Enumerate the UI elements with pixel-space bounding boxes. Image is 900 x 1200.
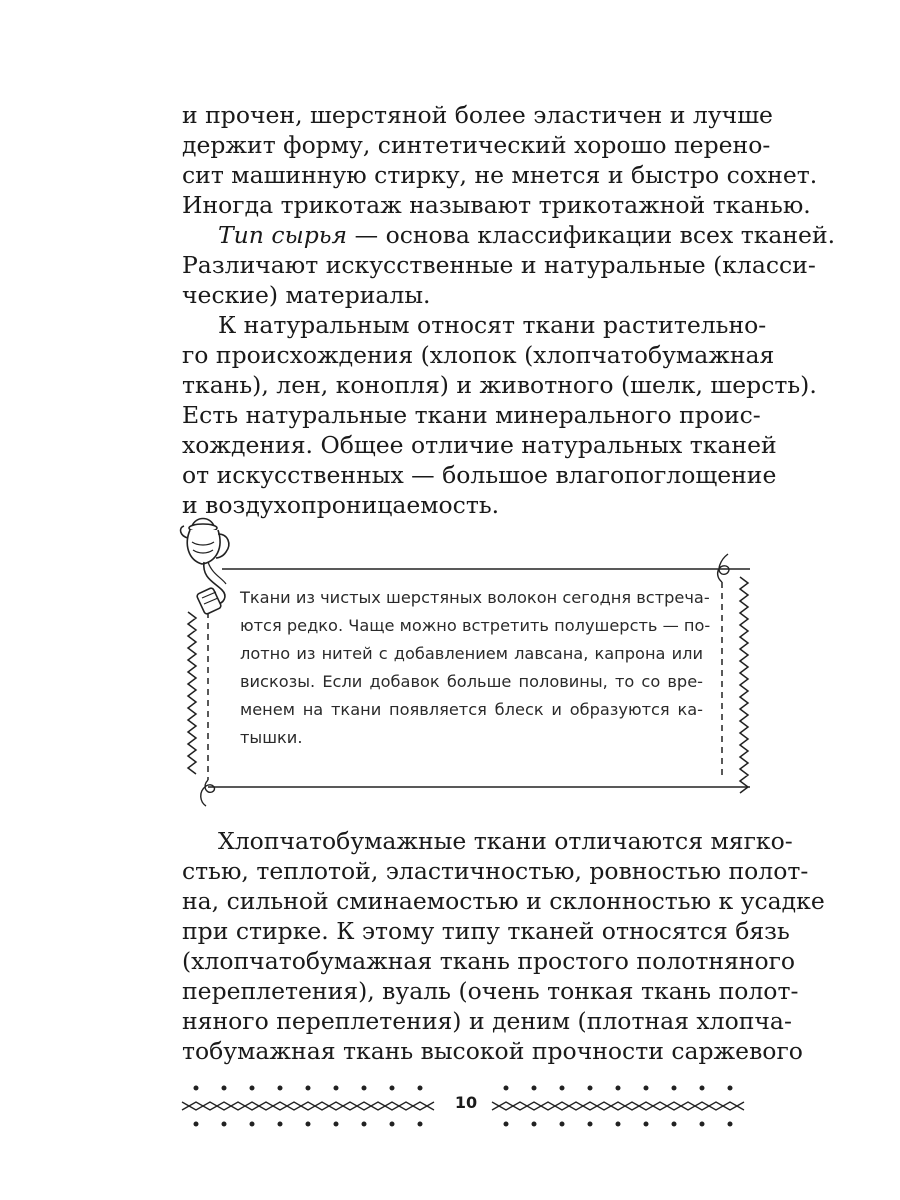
- note-line: вискозы. Если добавок больше половины, то со вре-: [240, 672, 703, 691]
- note-line: Ткани из чистых шерстяных волокон сегодня встреча-: [240, 588, 710, 607]
- text-line: хождения. Общее отличие натуральных тканей: [182, 431, 777, 459]
- knot-ornament-icon: [180, 1080, 442, 1130]
- text-line: и воздухопроницаемость.: [182, 491, 500, 519]
- emphasis-term: Тип сырья: [218, 221, 348, 249]
- note-line: лотно из нитей с добавлением лавсана, капрона или: [240, 644, 703, 663]
- text-line: стью, теплотой, эластичностью, ровностью полот-: [182, 857, 809, 885]
- text-line: на, сильной сминаемостью и склонностью к усадке: [182, 887, 825, 915]
- text-line: Хлопчатобумажные ткани отличаются мягко-: [218, 827, 793, 855]
- text-span: — основа классификации всех тканей.: [347, 221, 836, 249]
- page-number: 10: [454, 1093, 478, 1112]
- text-line: [218, 220, 836, 250]
- text-line: го происхождения (хлопок (хлопчатобумажная: [182, 341, 775, 369]
- text-line: Есть натуральные ткани минерального проис-: [182, 401, 761, 429]
- knot-ornament-icon: [490, 1080, 752, 1130]
- teapot-icon: [178, 512, 248, 622]
- text-line: Различают искусственные и натуральные (класси-: [182, 251, 816, 279]
- text-line: Иногда трикотаж называют трикотажной тканью.: [182, 191, 811, 219]
- text-line: тобумажная ткань высокой прочности саржевого: [182, 1037, 803, 1065]
- text-line: переплетения), вуаль (очень тонкая ткань полот-: [182, 977, 799, 1005]
- text-line: при стирке. К этому типу тканей относятся бязь: [182, 917, 790, 945]
- text-line: ческие) материалы.: [182, 281, 431, 309]
- text-line: К натуральным относят ткани растительно-: [218, 311, 767, 339]
- note-line: ются редко. Чаще можно встретить полушерсть — по-: [240, 616, 711, 635]
- note-box: [170, 512, 760, 812]
- text-line: няного переплетения) и деним (плотная хлопча-: [182, 1007, 792, 1035]
- text-line: сит машинную стирку, не мнется и быстро сохнет.: [182, 161, 818, 189]
- note-line: тышки.: [240, 728, 303, 747]
- text-line: ткань), лен, конопля) и животного (шелк, шерсть).: [182, 371, 817, 399]
- text-line: от искусственных — большое влагопоглощение: [182, 461, 777, 489]
- text-line: держит форму, синтетический хорошо перено-: [182, 131, 771, 159]
- page-footer: [180, 1080, 752, 1130]
- text-line: (хлопчатобумажная ткань простого полотняного: [182, 947, 796, 975]
- note-line: менем на ткани появляется блеск и образуются ка-: [240, 700, 703, 719]
- text-line: и прочен, шерстяной более эластичен и лучше: [182, 101, 773, 129]
